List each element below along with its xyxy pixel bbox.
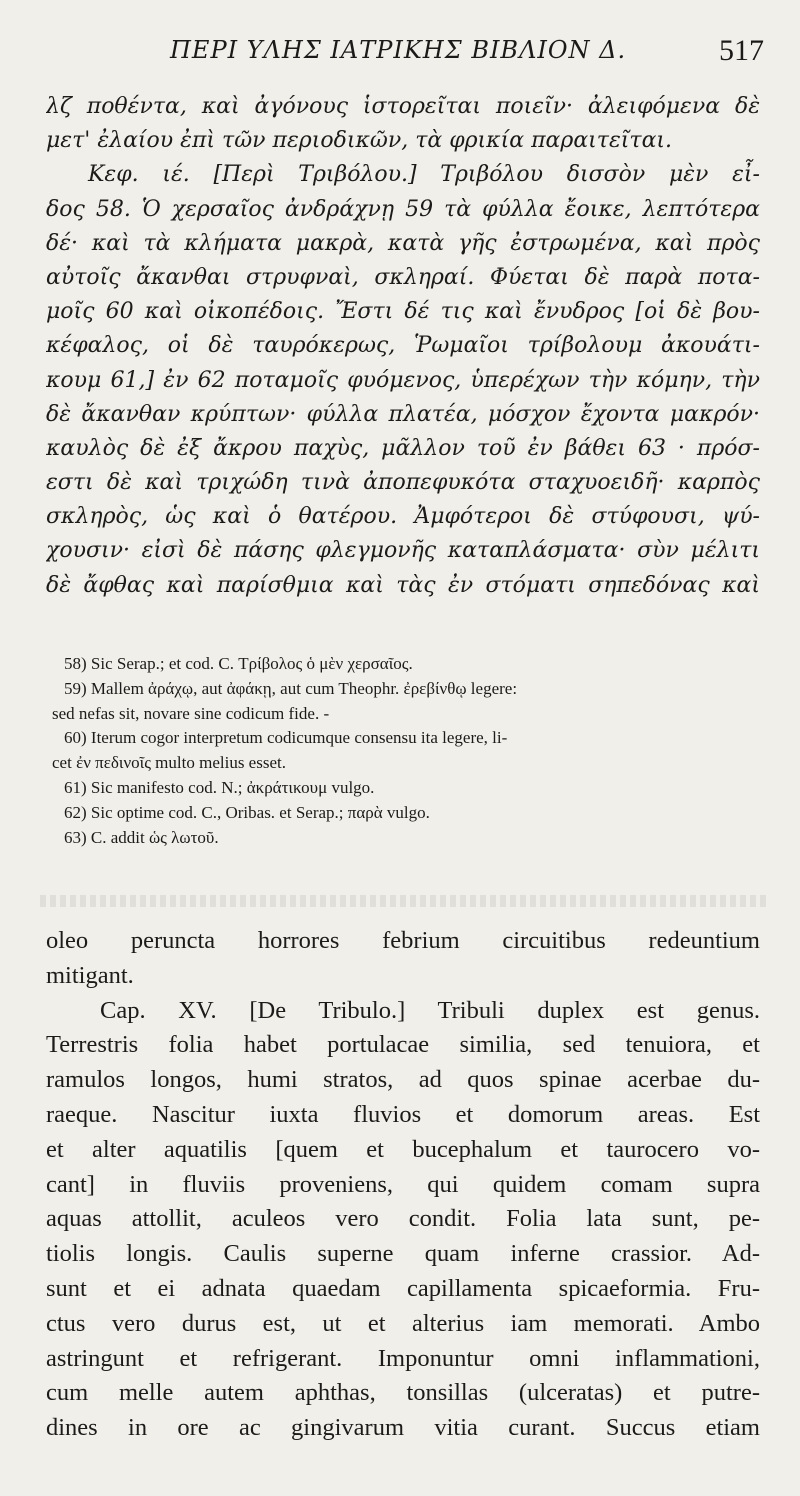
footnote: 62) Sic optime cod. C., Oribas. et Serap.; παρὰ vulgo. <box>64 802 430 822</box>
greek-line: δὲ ἄφθας καὶ παρίσθμια καὶ τὰς ἐν στόματι σηπεδόνας καὶ <box>46 572 760 598</box>
latin-line: oleo peruncta horrores febrium circuitibus redeuntium <box>46 927 760 954</box>
greek-line: αὐτοῖς ἄκανθαι στρυφναὶ, σκληραί. Φύεται δὲ παρὰ ποτα- <box>46 264 760 290</box>
footnotes <box>52 652 764 850</box>
greek-line: λζ ποθέντα, καὶ ἀγόνους ἱστορεῖται ποιεῖν· ἀλειφόμενα δὲ <box>46 94 760 119</box>
latin-line: astringunt et refrigerant. Imponuntur omni inflammationi, <box>46 1344 760 1372</box>
footnote: 61) Sic manifesto cod. N.; ἀκράτικουμ vulgo. <box>64 777 375 797</box>
latin-line: tiolis longis. Caulis superne quam inferne crassior. Ad- <box>46 1240 760 1268</box>
greek-line: καυλὸς δὲ ἐξ ἄκρου παχὺς, μᾶλλον τοῦ ἐν βάθει 63 · πρόσ- <box>46 435 760 461</box>
footnote: cet ἐν πεδινοῖς multo melius esset. <box>52 753 286 773</box>
running-title: ΠΕΡΙ ΥΛΗΣ ΙΑΤΡΙΚΗΣ ΒΙΒΛΙΟΝ Δ. <box>170 36 627 64</box>
footnote: 63) C. addit ὡς λωτοῦ. <box>64 827 219 847</box>
latin-line: et alter aquatilis [quem et bucephalum et taurocero vo- <box>46 1135 760 1163</box>
footnote: 58) Sic Serap.; et cod. C. Τρίβολος ὁ μὲν χερσαῖος. <box>64 654 413 673</box>
footnote: 60) Iterum cogor interpretum codicumque consensu ita legere, li- <box>64 728 508 748</box>
greek-line: Κεφ. ιέ. [Περὶ Τριβόλου.] Τριβόλου δισσὸν μὲν εἶ- <box>88 162 760 188</box>
page-number: 517 <box>719 34 764 67</box>
greek-line: δος 58. Ὁ χερσαῖος ἀνδράχνῃ 59 τὰ φύλλα ἔοικε, λεπτότερα <box>46 196 760 222</box>
greek-line: δέ· καὶ τὰ κλήματα μακρὰ, κατὰ γῆς ἐστρωμένα, καὶ πρὸς <box>46 230 760 256</box>
greek-line: κουμ 61,] ἐν 62 ποταμοῖς φυόμενος, ὑπερέχων τὴν κόμην, τὴν <box>46 367 760 393</box>
footnote: 59) Mallem ἀράχῳ, aut ἀφάκῃ, aut cum Theophr. ἐρεβίνθῳ legere: <box>64 678 518 698</box>
latin-line: sunt et ei adnata quaedam capillamenta spicaeformia. Fru- <box>46 1274 760 1302</box>
greek-line: χουσιν· εἰσὶ δὲ πάσης φλεγμονῆς καταπλάσματα· σὺν μέλιτι <box>46 538 760 564</box>
greek-line: μοῖς 60 καὶ οἰκοπέδοις. Ἔστι δέ τις καὶ ἔνυδρος [οἱ δὲ βου- <box>46 299 760 325</box>
latin-line: Cap. XV. [De Tribulo.] Tribuli duplex est genus. <box>100 996 760 1024</box>
latin-line: cant] in fluviis proveniens, qui quidem comam supra <box>46 1170 760 1198</box>
latin-line: mitigant. <box>46 961 134 989</box>
latin-line: dines in ore ac gingivarum vitia curant. Succus etiam <box>46 1414 760 1442</box>
latin-line: ramulos longos, humi stratos, ad quos spinae acerbae du- <box>46 1066 760 1094</box>
greek-text-block <box>46 90 760 603</box>
greek-line: μετ' ἐλαίου ἐπὶ τῶν περιοδικῶν, τὰ φρικία παραιτεῖται. <box>46 128 673 154</box>
footnote: sed nefas sit, novare sine codicum fide. - <box>52 703 330 723</box>
latin-line: cum melle autem aphthas, tonsillas (ulceratas) et putre- <box>46 1379 760 1407</box>
greek-line: δὲ ἄκανθαν κρύπτων· φύλλα πλατέα, μόσχον ἔχοντα μακρόν· <box>46 401 760 427</box>
latin-line: ctus vero durus est, ut et alterius iam memorati. Ambo <box>46 1309 760 1337</box>
greek-line: κέφαλος, οἱ δὲ ταυρόκερως, Ῥωμαῖοι τρίβολουμ ἀκουάτι- <box>46 333 760 359</box>
latin-line: Terrestris folia habet portulacae similia, sed tenuiora, et <box>46 1031 760 1059</box>
greek-line: σκληρὸς, ὡς καὶ ὁ θατέρου. Ἀμφότεροι δὲ στύφουσι, ψύ- <box>46 504 760 530</box>
latin-line: aquas attollit, aculeos vero condit. Folia lata sunt, pe- <box>46 1205 760 1233</box>
latin-line: raeque. Nascitur iuxta fluvios et domorum areas. Est <box>46 1100 760 1128</box>
latin-text-block <box>46 924 760 1446</box>
page-header <box>170 36 764 76</box>
greek-line: εστι δὲ καὶ τριχώδη τινὰ ἀποπεφυκότα σταχυοειδῆ· καρπὸς <box>46 470 760 496</box>
bleed-through-shadow <box>40 895 770 907</box>
